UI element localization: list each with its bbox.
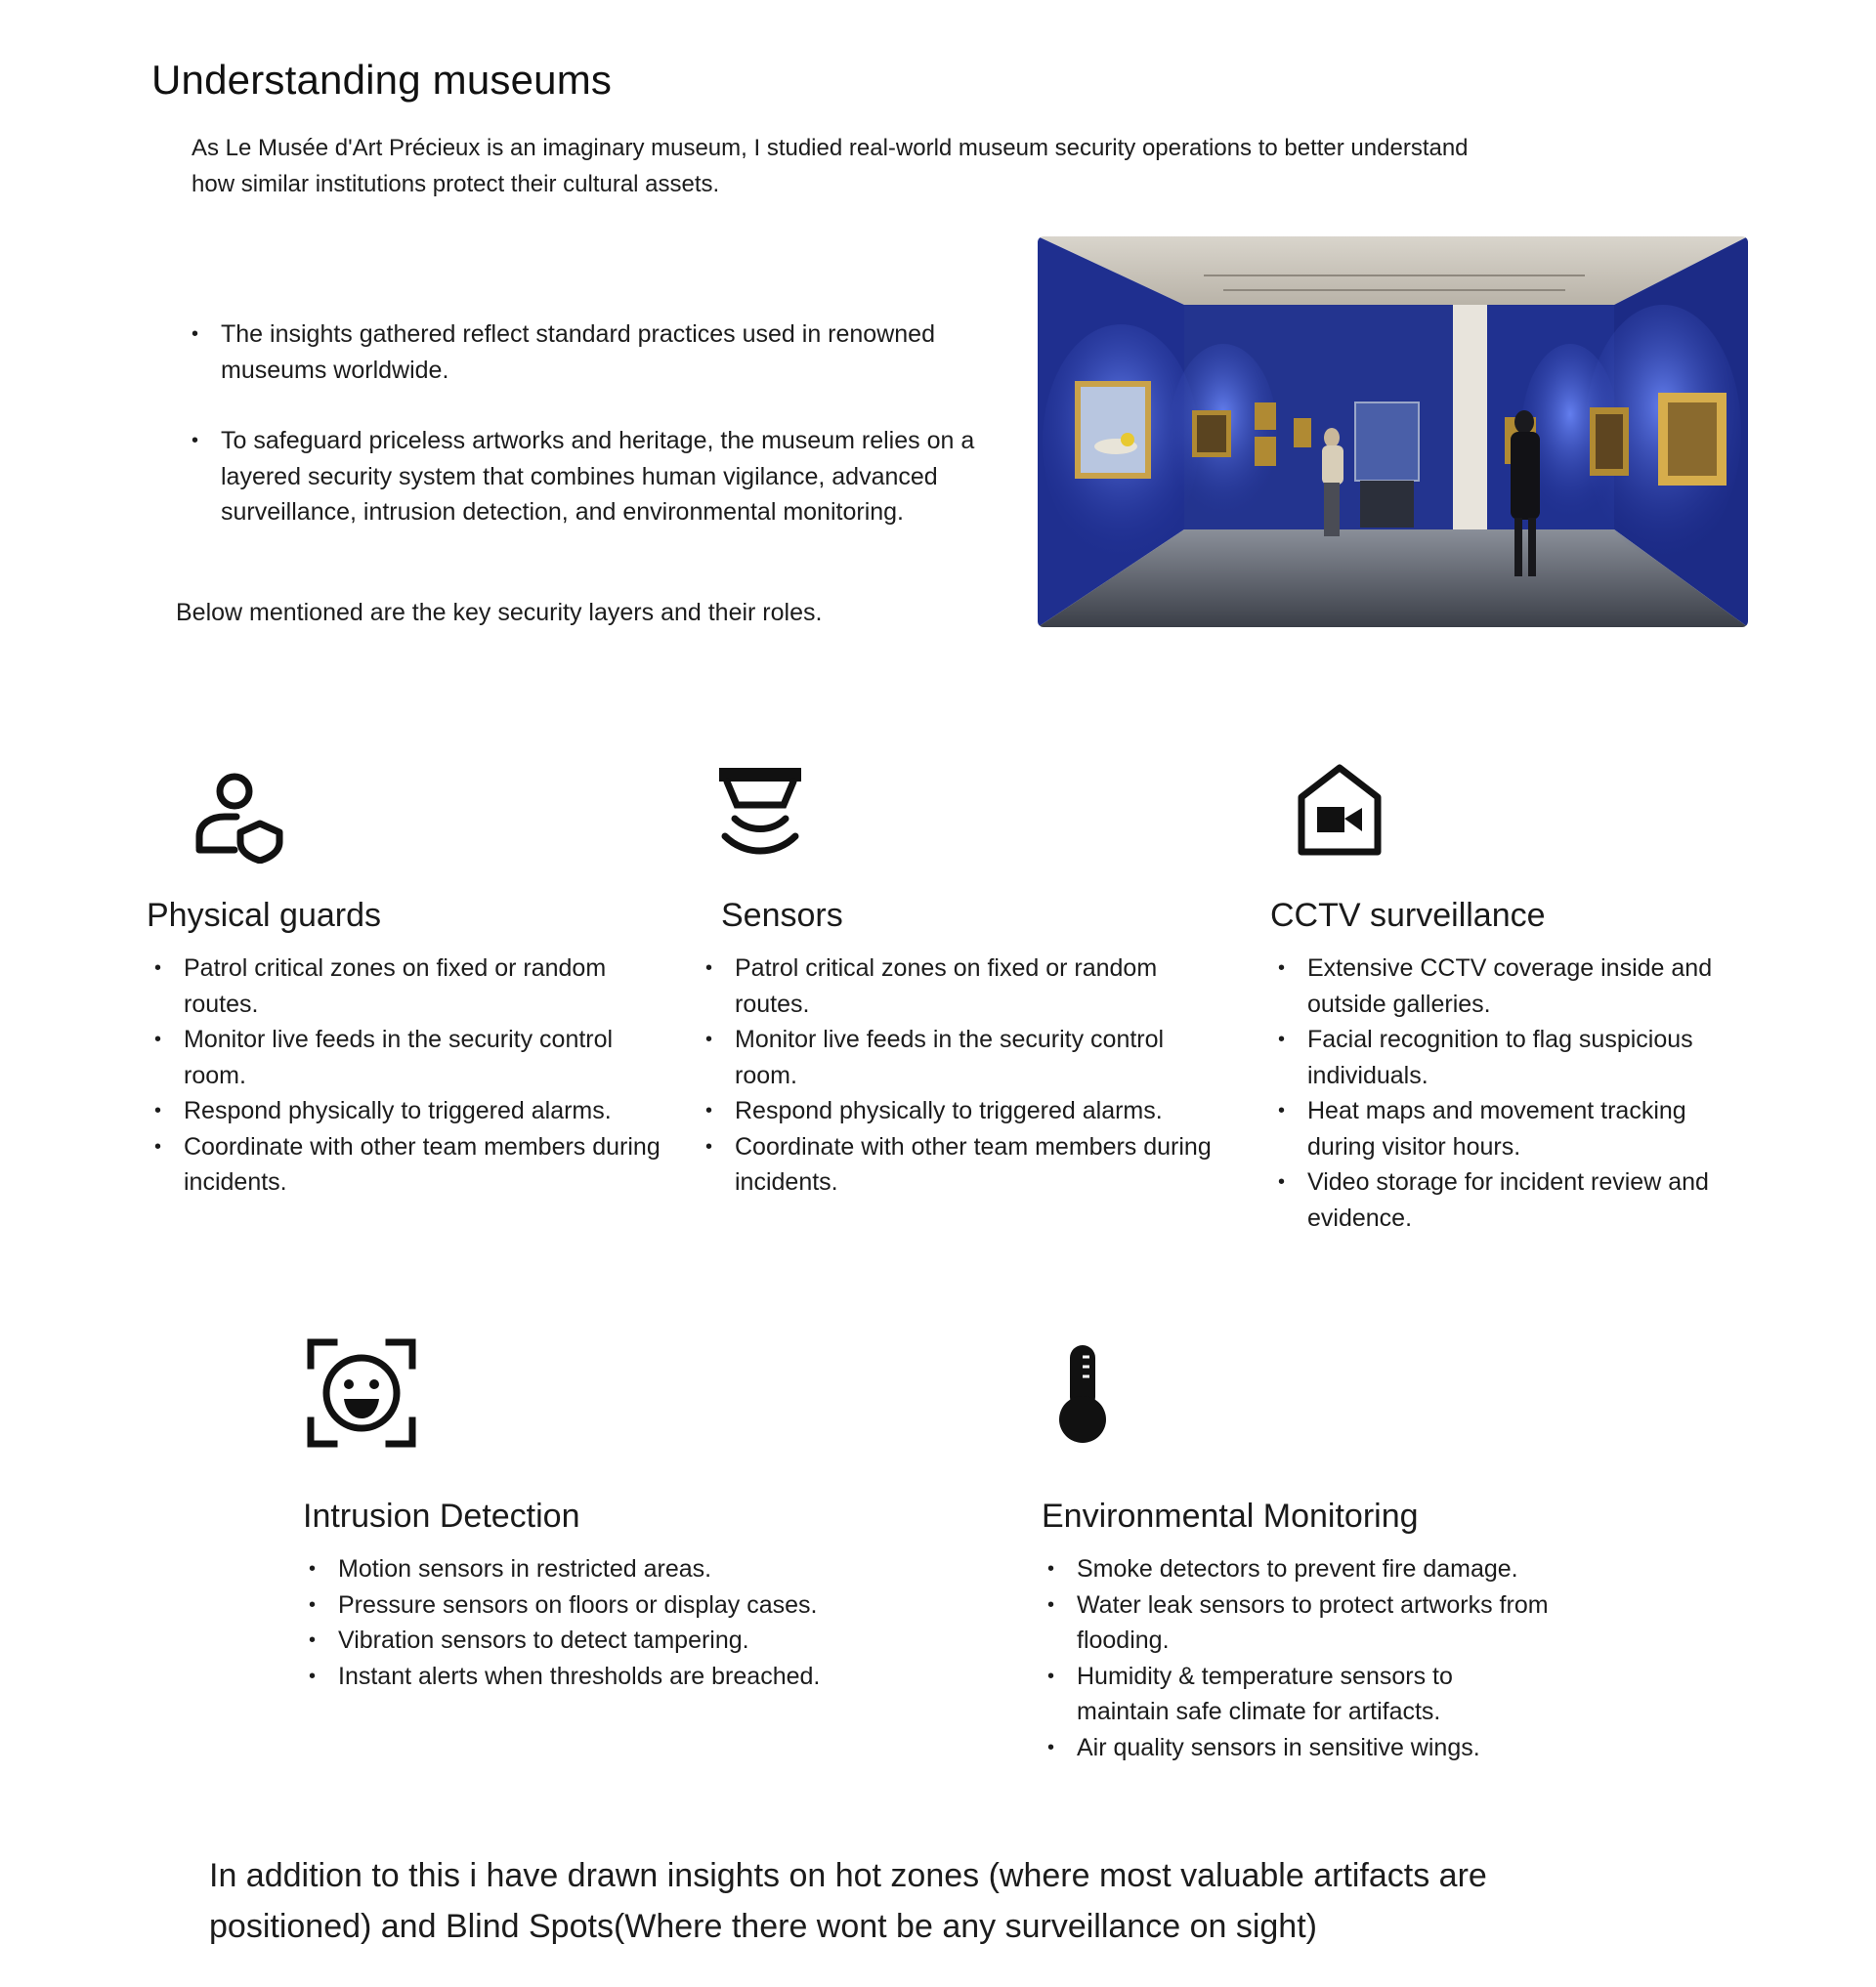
- list-item: • Coordinate with other team members during incidents.: [149, 1129, 676, 1201]
- list-item: • Air quality sensors in sensitive wings.: [1042, 1730, 1550, 1766]
- list-item: • Video storage for incident review and evidence.: [1272, 1164, 1761, 1236]
- intro-bullet-list: [186, 317, 997, 530]
- section-title-sensors: Sensors: [721, 897, 843, 934]
- sensors-list: [700, 951, 1227, 1201]
- page-title: Understanding museums: [151, 57, 613, 103]
- intro-paragraph: As Le Musée d'Art Précieux is an imaginary museum, I studied real-world museum security operations to better understand how similar institutions protect their cultural assets.: [192, 135, 1469, 197]
- section-title-physical-guards: Physical guards: [147, 897, 382, 934]
- environment-list: [1042, 1551, 1550, 1765]
- list-item: • Patrol critical zones on fixed or random routes.: [700, 951, 1227, 1022]
- guard-shield-icon: [192, 770, 285, 864]
- list-item: • Heat maps and movement tracking during visitor hours.: [1272, 1093, 1761, 1164]
- lead-in-text: Below mentioned are the key security layers and their roles.: [176, 599, 823, 626]
- list-item: • Vibration sensors to detect tampering.: [303, 1623, 928, 1659]
- face-scan-icon: [307, 1338, 416, 1448]
- list-item: • Monitor live feeds in the security control room.: [700, 1022, 1227, 1093]
- list-item: • Monitor live feeds in the security control room.: [149, 1022, 676, 1093]
- list-item: • Patrol critical zones on fixed or random routes.: [149, 951, 676, 1022]
- list-item: • Respond physically to triggered alarms.: [700, 1093, 1227, 1129]
- museum-gallery-image: [1038, 236, 1748, 627]
- list-item: • Extensive CCTV coverage inside and outside galleries.: [1272, 951, 1761, 1022]
- section-title-cctv: CCTV surveillance: [1270, 897, 1546, 934]
- house-camera-icon: [1298, 762, 1382, 856]
- guards-list: [149, 951, 676, 1201]
- intro-bullet: • The insights gathered reflect standard practices used in renowned museums worldwide.: [186, 317, 997, 388]
- list-item: • Respond physically to triggered alarms.: [149, 1093, 676, 1129]
- section-title-environment: Environmental Monitoring: [1042, 1498, 1419, 1535]
- list-item: • Coordinate with other team members during incidents.: [700, 1129, 1227, 1201]
- intro-bullet: • To safeguard priceless artworks and heritage, the museum relies on a layered security system that combines human vigilance, advanced surveillance, intrusion detection, and environmental monitoring.: [186, 423, 997, 530]
- cctv-list: [1272, 951, 1761, 1236]
- list-item: • Motion sensors in restricted areas.: [303, 1551, 928, 1587]
- list-item: • Facial recognition to flag suspicious individuals.: [1272, 1022, 1761, 1093]
- list-item: • Pressure sensors on floors or display cases.: [303, 1587, 928, 1624]
- list-item: • Humidity & temperature sensors to maintain safe climate for artifacts.: [1042, 1659, 1550, 1730]
- intrusion-list: [303, 1551, 928, 1694]
- sensor-icon: [715, 762, 805, 856]
- list-item: • Water leak sensors to protect artworks from flooding.: [1042, 1587, 1550, 1659]
- thermometer-icon: [1057, 1343, 1108, 1445]
- list-item: • Instant alerts when thresholds are breached.: [303, 1659, 928, 1695]
- section-title-intrusion: Intrusion Detection: [303, 1498, 580, 1535]
- list-item: • Smoke detectors to prevent fire damage.: [1042, 1551, 1550, 1587]
- closing-paragraph: In addition to this i have drawn insights on hot zones (where most valuable artifacts are positioned) and Blind Spots(Where there wont be any surveillance on sight): [209, 1857, 1487, 1945]
